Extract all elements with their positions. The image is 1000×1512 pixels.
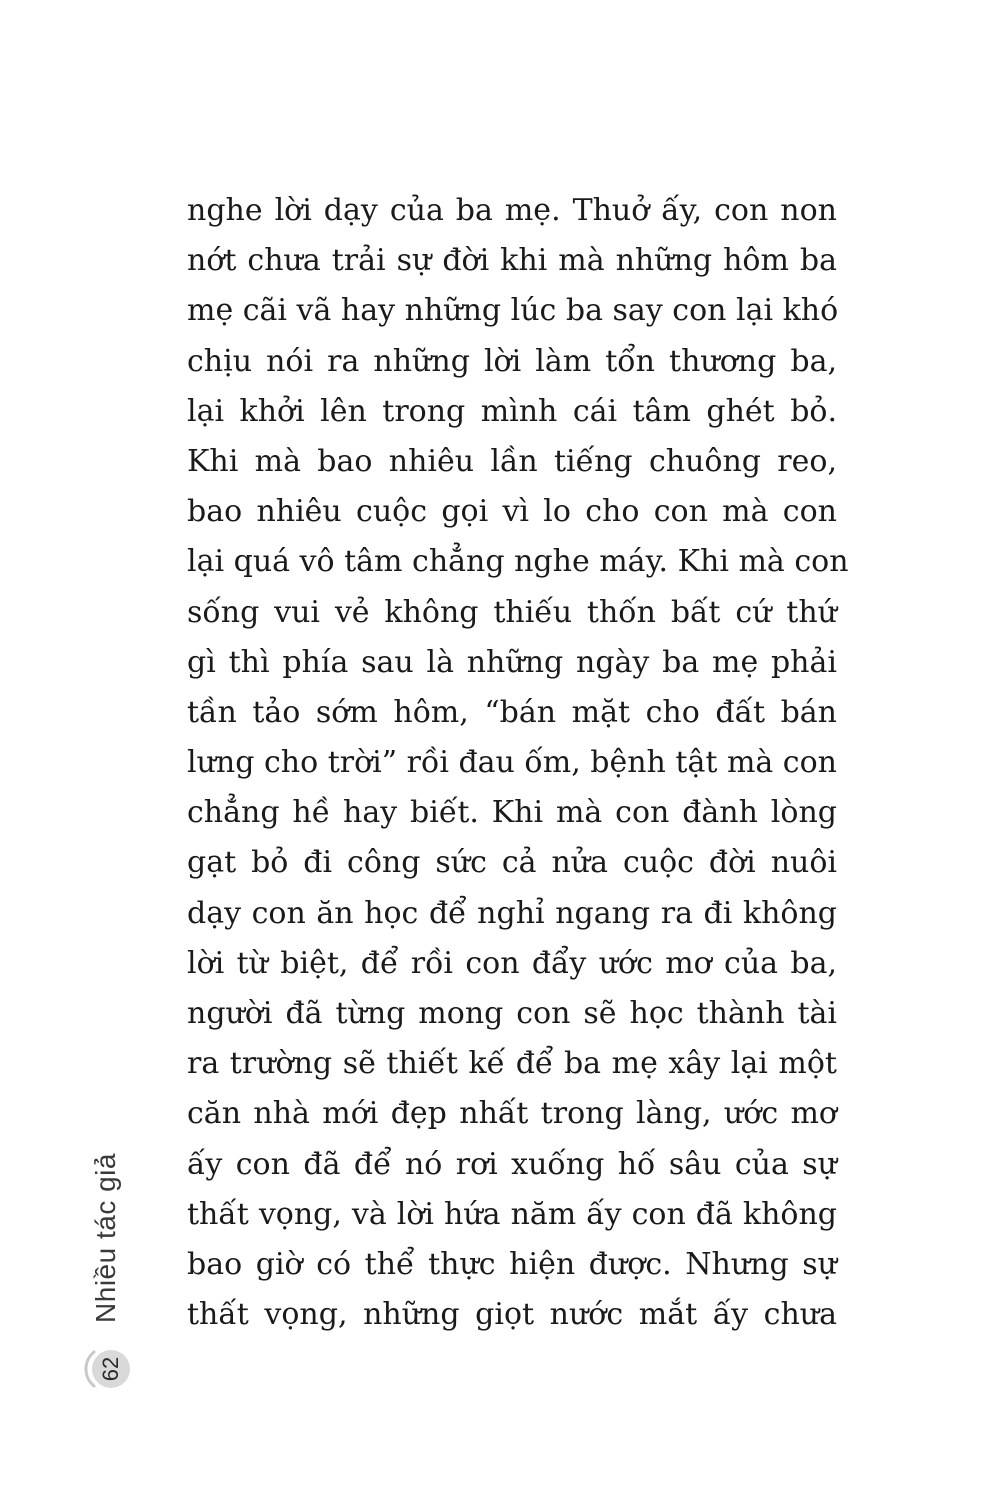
text-line: dạy con ăn học để nghỉ ngang ra đi không: [187, 895, 837, 931]
page-number-label: 62: [97, 1356, 123, 1382]
text-line: lại khởi lên trong mình cái tâm ghét bỏ.: [187, 393, 837, 429]
text-line: lời từ biệt, để rồi con đẩy ước mơ của ba,: [187, 945, 837, 981]
text-line: nghe lời dạy của ba mẹ. Thuở ấy, con non: [187, 193, 837, 228]
text-line: chẳng hề hay biết. Khi mà con đành lòng: [187, 795, 837, 831]
text-line: người đã từng mong con sẽ học thành tài: [187, 996, 837, 1031]
text-line: tần tảo sớm hôm, “bán mặt cho đất bán: [187, 694, 837, 730]
text-line: Khi mà bao nhiêu lần tiếng chuông reo,: [187, 443, 837, 479]
page-number-badge: [84, 1340, 132, 1396]
text-line: sống vui vẻ không thiếu thốn bất cứ thứ: [187, 594, 837, 630]
text-line: lại quá vô tâm chẳng nghe máy. Khi mà con: [187, 544, 849, 580]
text-line: nớt chưa trải sự đời khi mà những hôm ba: [187, 243, 837, 279]
text-line: căn nhà mới đẹp nhất trong làng, ước mơ: [187, 1096, 837, 1132]
text-line: chịu nói ra những lời làm tổn thương ba,: [187, 343, 837, 379]
text-line: mẹ cãi vã hay những lúc ba say con lại khó: [187, 293, 839, 329]
text-line: bao nhiêu cuộc gọi vì lo cho con mà con: [187, 494, 837, 530]
text-line: thất vọng, những giọt nước mắt ấy chưa: [187, 1297, 837, 1333]
author-label: Nhiều tác giả: [90, 1153, 121, 1323]
text-line: bao giờ có thể thực hiện được. Nhưng sự: [187, 1246, 837, 1282]
running-author: [80, 1150, 132, 1326]
text-line: ấy con đã để nó rơi xuống hố sâu của sự: [187, 1146, 837, 1182]
text-line: lưng cho trời” rồi đau ốm, bệnh tật mà con: [187, 745, 837, 781]
text-line: gì thì phía sau là những ngày ba mẹ phải: [187, 644, 837, 680]
body-text: [187, 186, 849, 1340]
page-number: [92, 1350, 130, 1388]
text-line: ra trường sẽ thiết kế để ba mẹ xây lại một: [187, 1046, 837, 1082]
text-line: gạt bỏ đi công sức cả nửa cuộc đời nuôi: [187, 845, 837, 881]
text-line: thất vọng, và lời hứa năm ấy con đã không: [187, 1196, 837, 1232]
